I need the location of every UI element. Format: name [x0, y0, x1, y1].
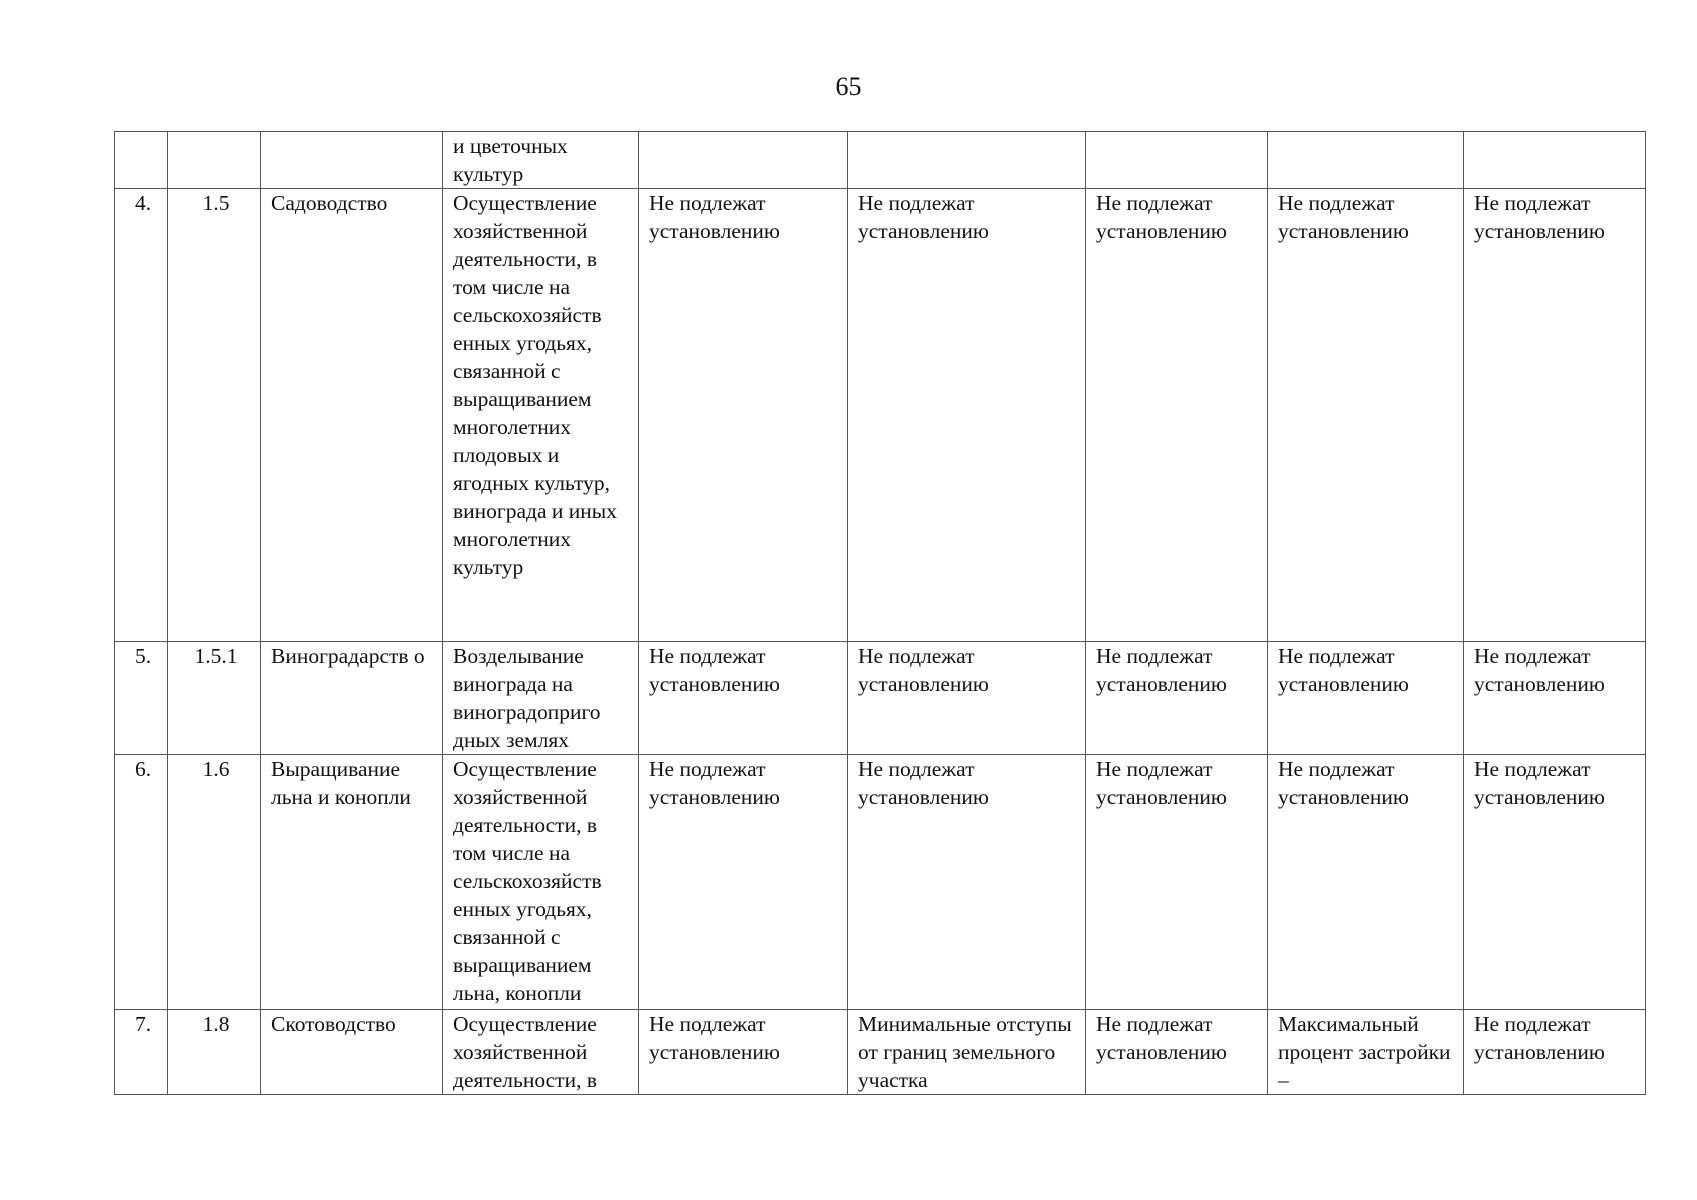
use-code-cell: 1.5.1	[168, 642, 261, 755]
use-code-cell: 1.6	[168, 755, 261, 1010]
parameter-cell: Не подлежат установлению	[639, 1010, 848, 1095]
parameter-cell: Не подлежат установлению	[1086, 189, 1268, 642]
use-name-cell: Садоводство	[261, 189, 443, 642]
use-description-cell: Осуществление хозяйственной деятельности, в том числе на сельскохозяйств енных угодьях, связанной с выращиванием многолетних плодовых и ягодных культур, винограда и иных многолетних культур	[443, 189, 639, 642]
use-code-cell: 1.5	[168, 189, 261, 642]
parameter-cell: Минимальные отступы от границ земельного участка	[848, 1010, 1086, 1095]
row-number-cell	[115, 132, 168, 189]
parameter-cell: Не подлежат установлению	[639, 189, 848, 642]
use-description-cell: Осуществление хозяйственной деятельности, в	[443, 1010, 639, 1095]
use-name-cell: Виноградарств о	[261, 642, 443, 755]
table-row	[115, 755, 1646, 1010]
parameter-cell: Не подлежат установлению	[1268, 755, 1464, 1010]
table-row	[115, 189, 1646, 642]
parameter-cell: Максимальный процент застройки –	[1268, 1010, 1464, 1095]
row-number-cell: 4.	[115, 189, 168, 642]
parameter-cell	[639, 132, 848, 189]
parameter-cell	[1268, 132, 1464, 189]
parameter-cell: Не подлежат установлению	[848, 642, 1086, 755]
use-description-cell: Осуществление хозяйственной деятельности, в том числе на сельскохозяйств енных угодьях, связанной с выращиванием льна, конопли	[443, 755, 639, 1010]
parameter-cell	[1464, 132, 1646, 189]
parameter-cell: Не подлежат установлению	[1086, 1010, 1268, 1095]
use-code-cell	[168, 132, 261, 189]
parameter-cell	[848, 132, 1086, 189]
land-use-table	[114, 131, 1646, 1095]
parameter-cell: Не подлежат установлению	[639, 755, 848, 1010]
parameter-cell: Не подлежат установлению	[1464, 1010, 1646, 1095]
parameter-cell: Не подлежат установлению	[1086, 755, 1268, 1010]
parameter-cell: Не подлежат установлению	[639, 642, 848, 755]
table-row	[115, 132, 1646, 189]
use-description-cell: Возделывание винограда на виноградоприго дных землях	[443, 642, 639, 755]
use-name-cell	[261, 132, 443, 189]
parameter-cell: Не подлежат установлению	[848, 755, 1086, 1010]
use-name-cell: Выращивание льна и конопли	[261, 755, 443, 1010]
parameter-cell: Не подлежат установлению	[1464, 642, 1646, 755]
use-description-cell: и цветочных культур	[443, 132, 639, 189]
row-number-cell: 7.	[115, 1010, 168, 1095]
use-code-cell: 1.8	[168, 1010, 261, 1095]
page-number: 65	[835, 72, 862, 101]
parameter-cell: Не подлежат установлению	[1464, 189, 1646, 642]
parameter-cell: Не подлежат установлению	[1268, 642, 1464, 755]
parameter-cell	[1086, 132, 1268, 189]
parameter-cell: Не подлежат установлению	[1086, 642, 1268, 755]
row-number-cell: 5.	[115, 642, 168, 755]
row-number-cell: 6.	[115, 755, 168, 1010]
parameter-cell: Не подлежат установлению	[1268, 189, 1464, 642]
use-name-cell: Скотоводство	[261, 1010, 443, 1095]
parameter-cell: Не подлежат установлению	[848, 189, 1086, 642]
parameter-cell: Не подлежат установлению	[1464, 755, 1646, 1010]
table-row	[115, 642, 1646, 755]
table-row	[115, 1010, 1646, 1095]
